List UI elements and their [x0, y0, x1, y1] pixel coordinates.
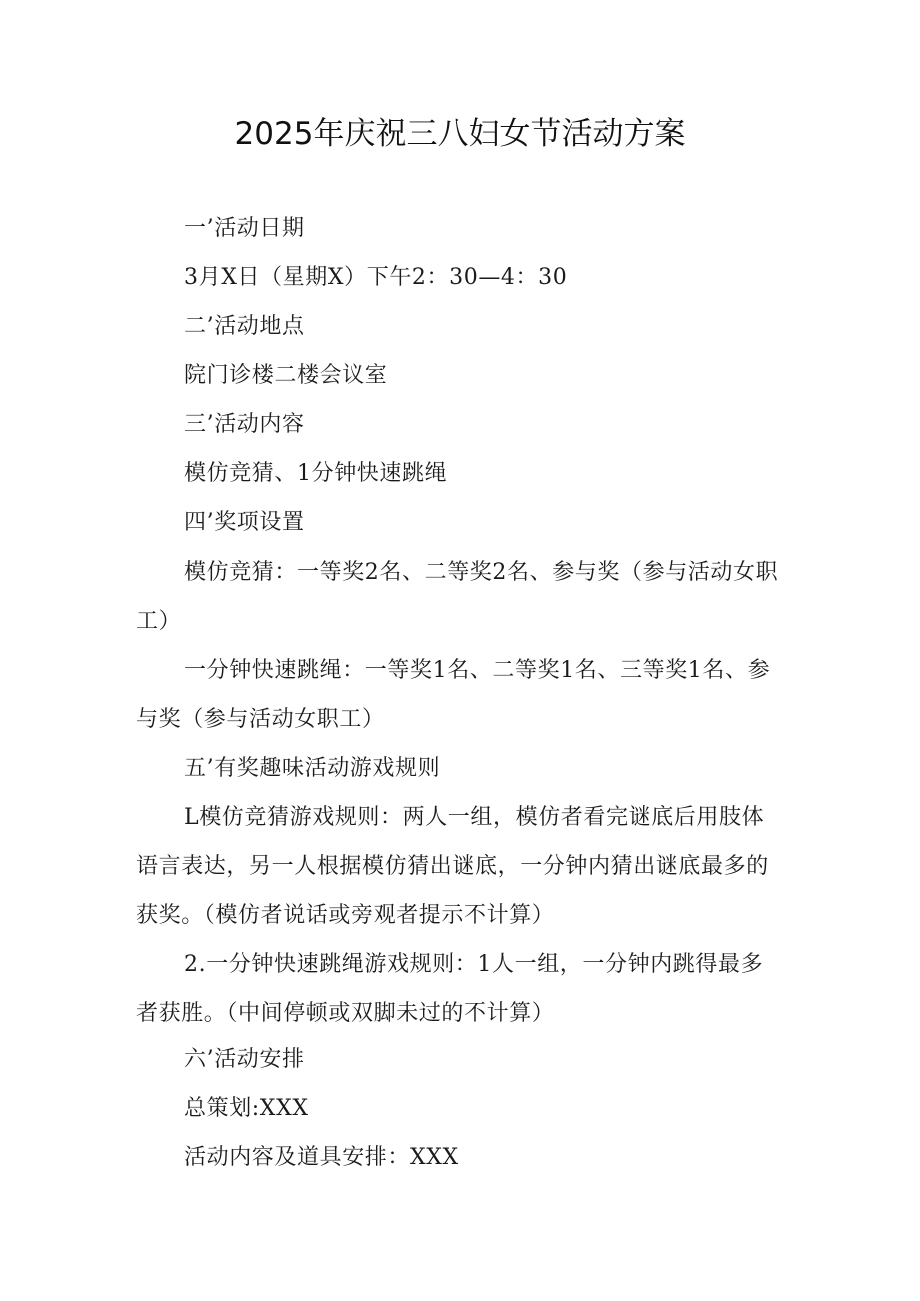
awards-mimic-line2: 工）: [136, 609, 182, 634]
document-title: 2025年庆祝三八妇女节活动方案: [234, 116, 686, 152]
content-text: 模仿竞猜、1分钟快速跳绳: [184, 461, 448, 486]
rule-mimic-line3: 获奖。（模仿者说话或旁观者提示不计算）: [136, 903, 555, 928]
awards-jump-line2: 与奖（参与活动女职工）: [136, 707, 385, 732]
props-arrangement-text: 活动内容及道具安排：XXX: [184, 1145, 459, 1170]
location-text: 院门诊楼二楼会议室: [184, 363, 388, 388]
rule-jump-line2: 者获胜。（中间停顿或双脚未过的不计算）: [136, 1001, 555, 1026]
rule-mimic-line2: 语言表达，另一人根据模仿猜出谜底，一分钟内猜出谜底最多的: [136, 854, 769, 879]
date-text: 3月X日（星期X）下午2：30—4：30: [184, 265, 568, 290]
section-heading-content: 三’活动内容: [184, 412, 305, 437]
rule-jump-line1: 2.一分钟快速跳绳游戏规则：1人一组，一分钟内跳得最多: [184, 952, 764, 977]
rule-mimic-line1: L模仿竞猜游戏规则：两人一组，模仿者看完谜底后用肢体: [184, 805, 765, 830]
planner-text: 总策划:XXX: [184, 1096, 309, 1121]
section-heading-rules: 五’有奖趣味活动游戏规则: [184, 756, 441, 781]
section-heading-date: 一’活动日期: [184, 216, 305, 241]
section-heading-location: 二’活动地点: [184, 314, 305, 339]
section-heading-awards: 四’奖项设置: [184, 510, 305, 535]
awards-jump-line1: 一分钟快速跳绳：一等奖1名、二等奖1名、三等奖1名、参: [184, 658, 771, 683]
section-heading-arrangement: 六’活动安排: [184, 1047, 305, 1072]
awards-mimic-line1: 模仿竞猜：一等奖2名、二等奖2名、参与奖（参与活动女职: [184, 560, 779, 585]
